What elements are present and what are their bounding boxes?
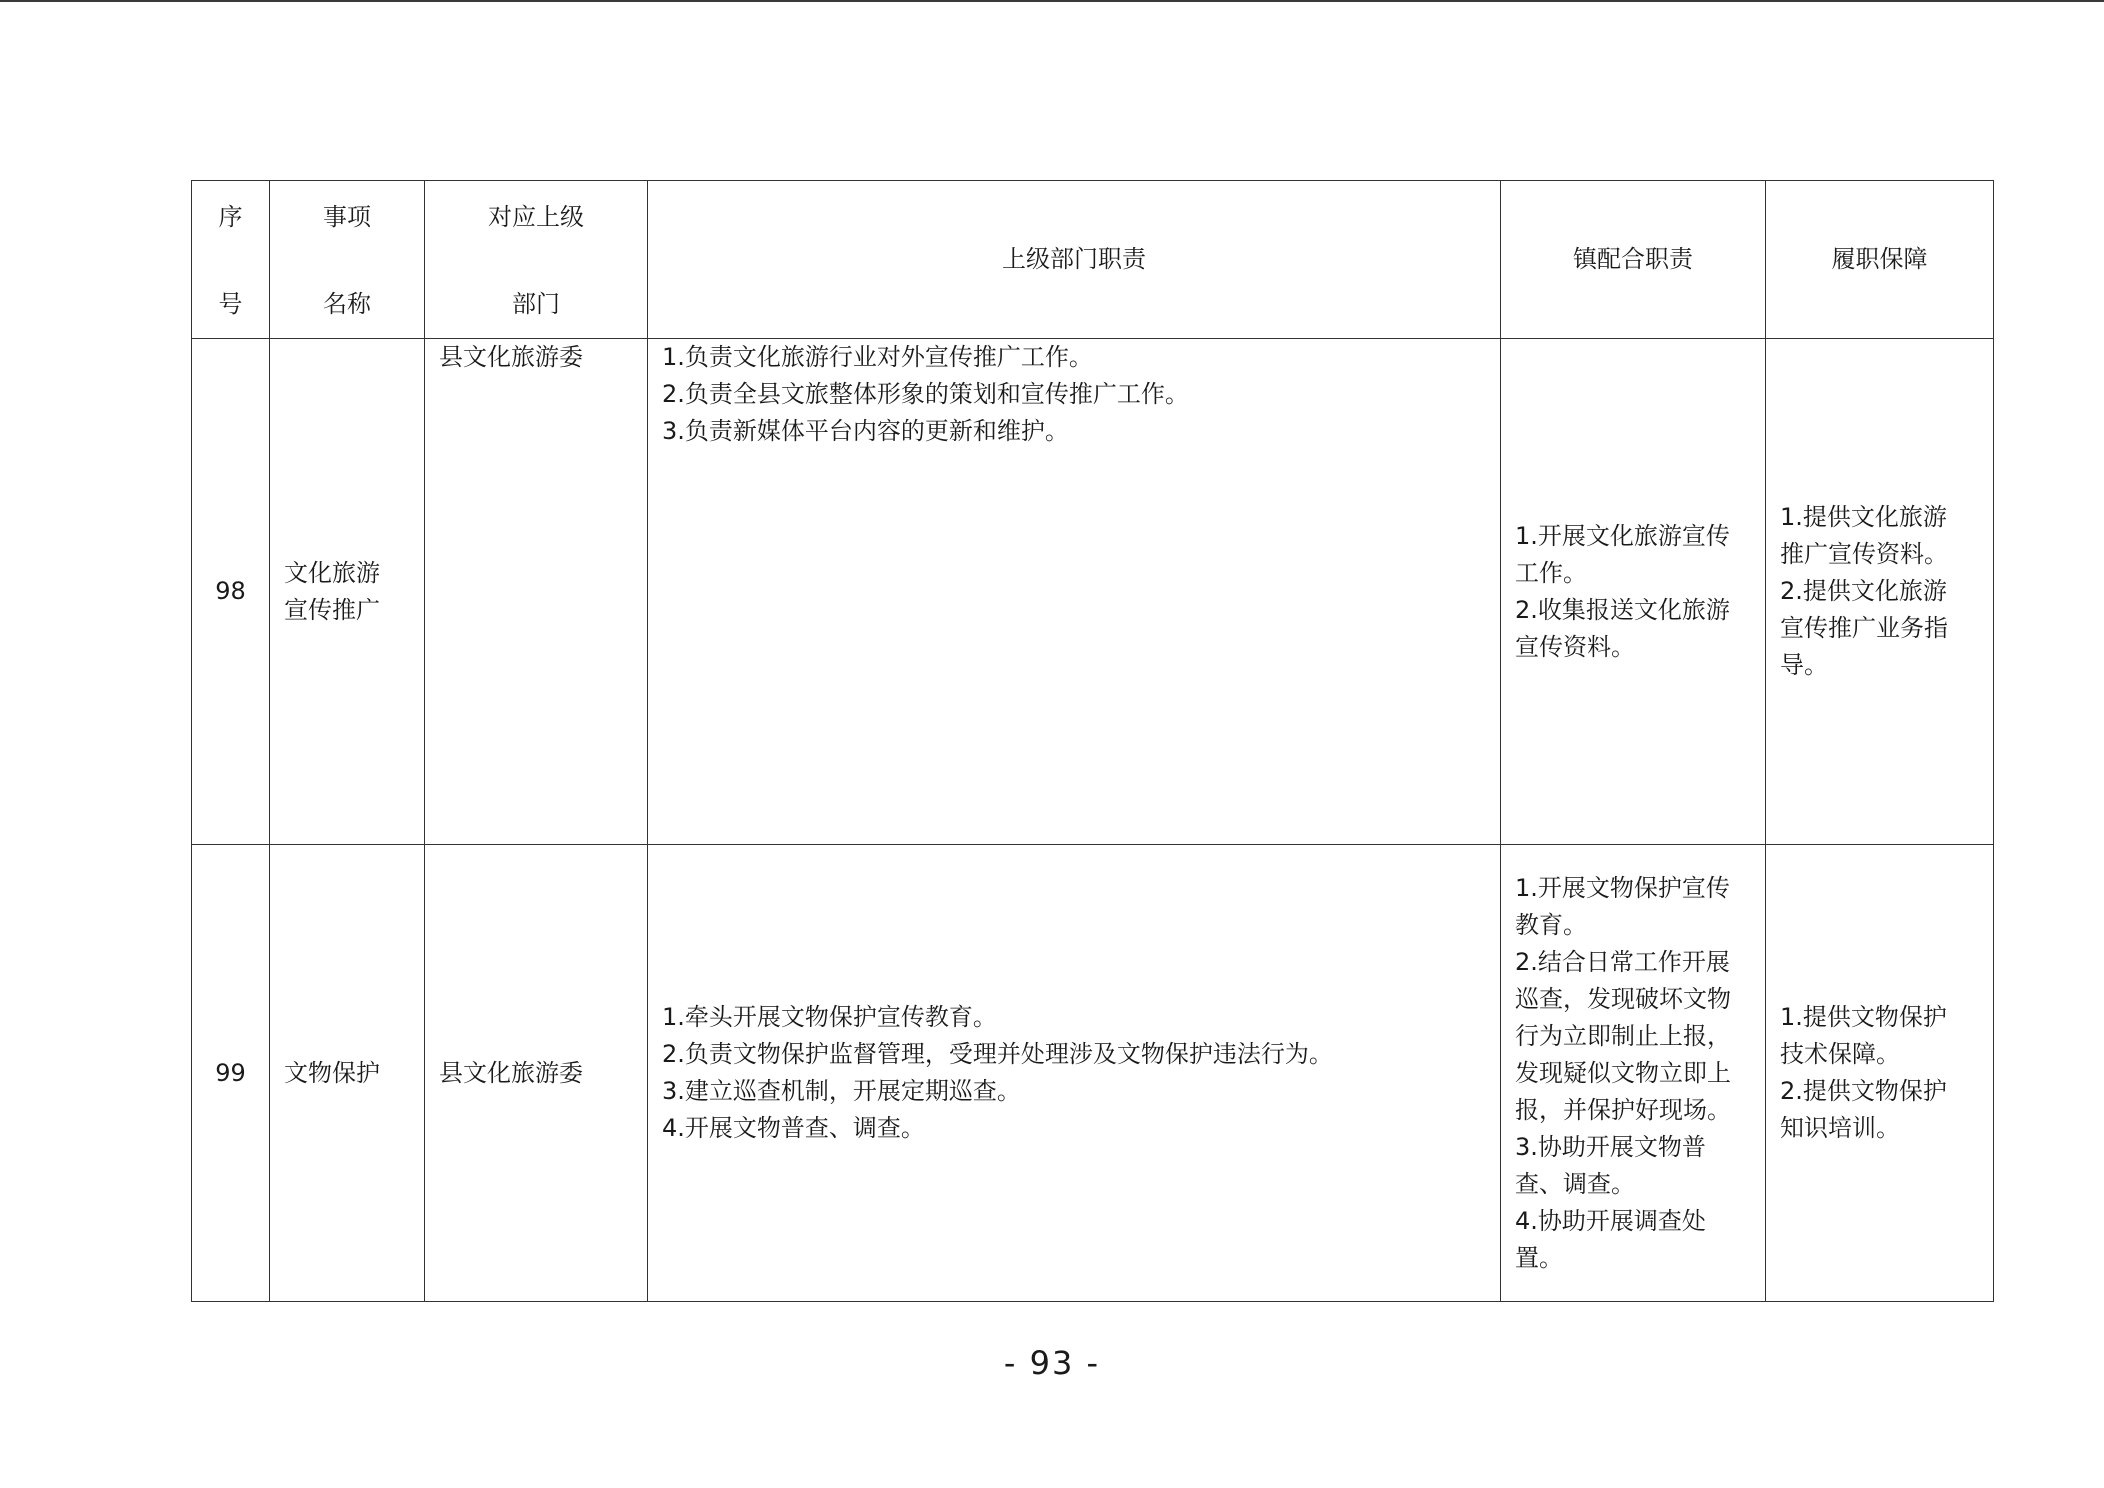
top-border-rule	[0, 0, 2104, 2]
row-department: 县文化旅游委	[425, 845, 648, 1302]
row-town-cooperation: 1.开展文化旅游宣传 工作。 2.收集报送文化旅游 宣传资料。	[1501, 339, 1766, 845]
row-serial-number: 98	[192, 339, 270, 845]
duty-table	[191, 180, 1994, 1302]
row-serial-number: 99	[192, 845, 270, 1302]
table-row	[192, 339, 1994, 845]
header-town-cooperation: 镇配合职责	[1501, 181, 1766, 339]
table-row	[192, 845, 1994, 1302]
row-item-name: 文物保护	[270, 845, 425, 1302]
row-town-cooperation: 1.开展文物保护宣传 教育。 2.结合日常工作开展 巡查，发现破坏文物 行为立即制止上报， 发现疑似文物立即上 报，并保护好现场。 3.协助开展文物普 查、调查。 4.协助开展调查处 置。	[1501, 845, 1766, 1302]
row-item-name: 文化旅游 宣传推广	[270, 339, 425, 845]
row-superior-duties: 1.牵头开展文物保护宣传教育。 2.负责文物保护监督管理，受理并处理涉及文物保护违法行为。 3.建立巡查机制，开展定期巡查。 4.开展文物普查、调查。	[648, 845, 1501, 1302]
page-number: - 93 -	[1003, 1344, 1101, 1382]
header-superior-duties: 上级部门职责	[648, 181, 1501, 339]
row-superior-duties: 1.负责文化旅游行业对外宣传推广工作。 2.负责全县文旅整体形象的策划和宣传推广工作。 3.负责新媒体平台内容的更新和维护。	[648, 339, 1501, 845]
header-item-name: 事项 名称	[270, 181, 425, 339]
header-superior-department: 对应上级 部门	[425, 181, 648, 339]
row-duty-guarantee: 1.提供文化旅游 推广宣传资料。 2.提供文化旅游 宣传推广业务指 导。	[1766, 339, 1994, 845]
row-duty-guarantee: 1.提供文物保护 技术保障。 2.提供文物保护 知识培训。	[1766, 845, 1994, 1302]
row-department: 县文化旅游委	[425, 339, 648, 845]
header-duty-guarantee: 履职保障	[1766, 181, 1994, 339]
header-row	[192, 181, 1994, 339]
header-serial-number: 序 号	[192, 181, 270, 339]
